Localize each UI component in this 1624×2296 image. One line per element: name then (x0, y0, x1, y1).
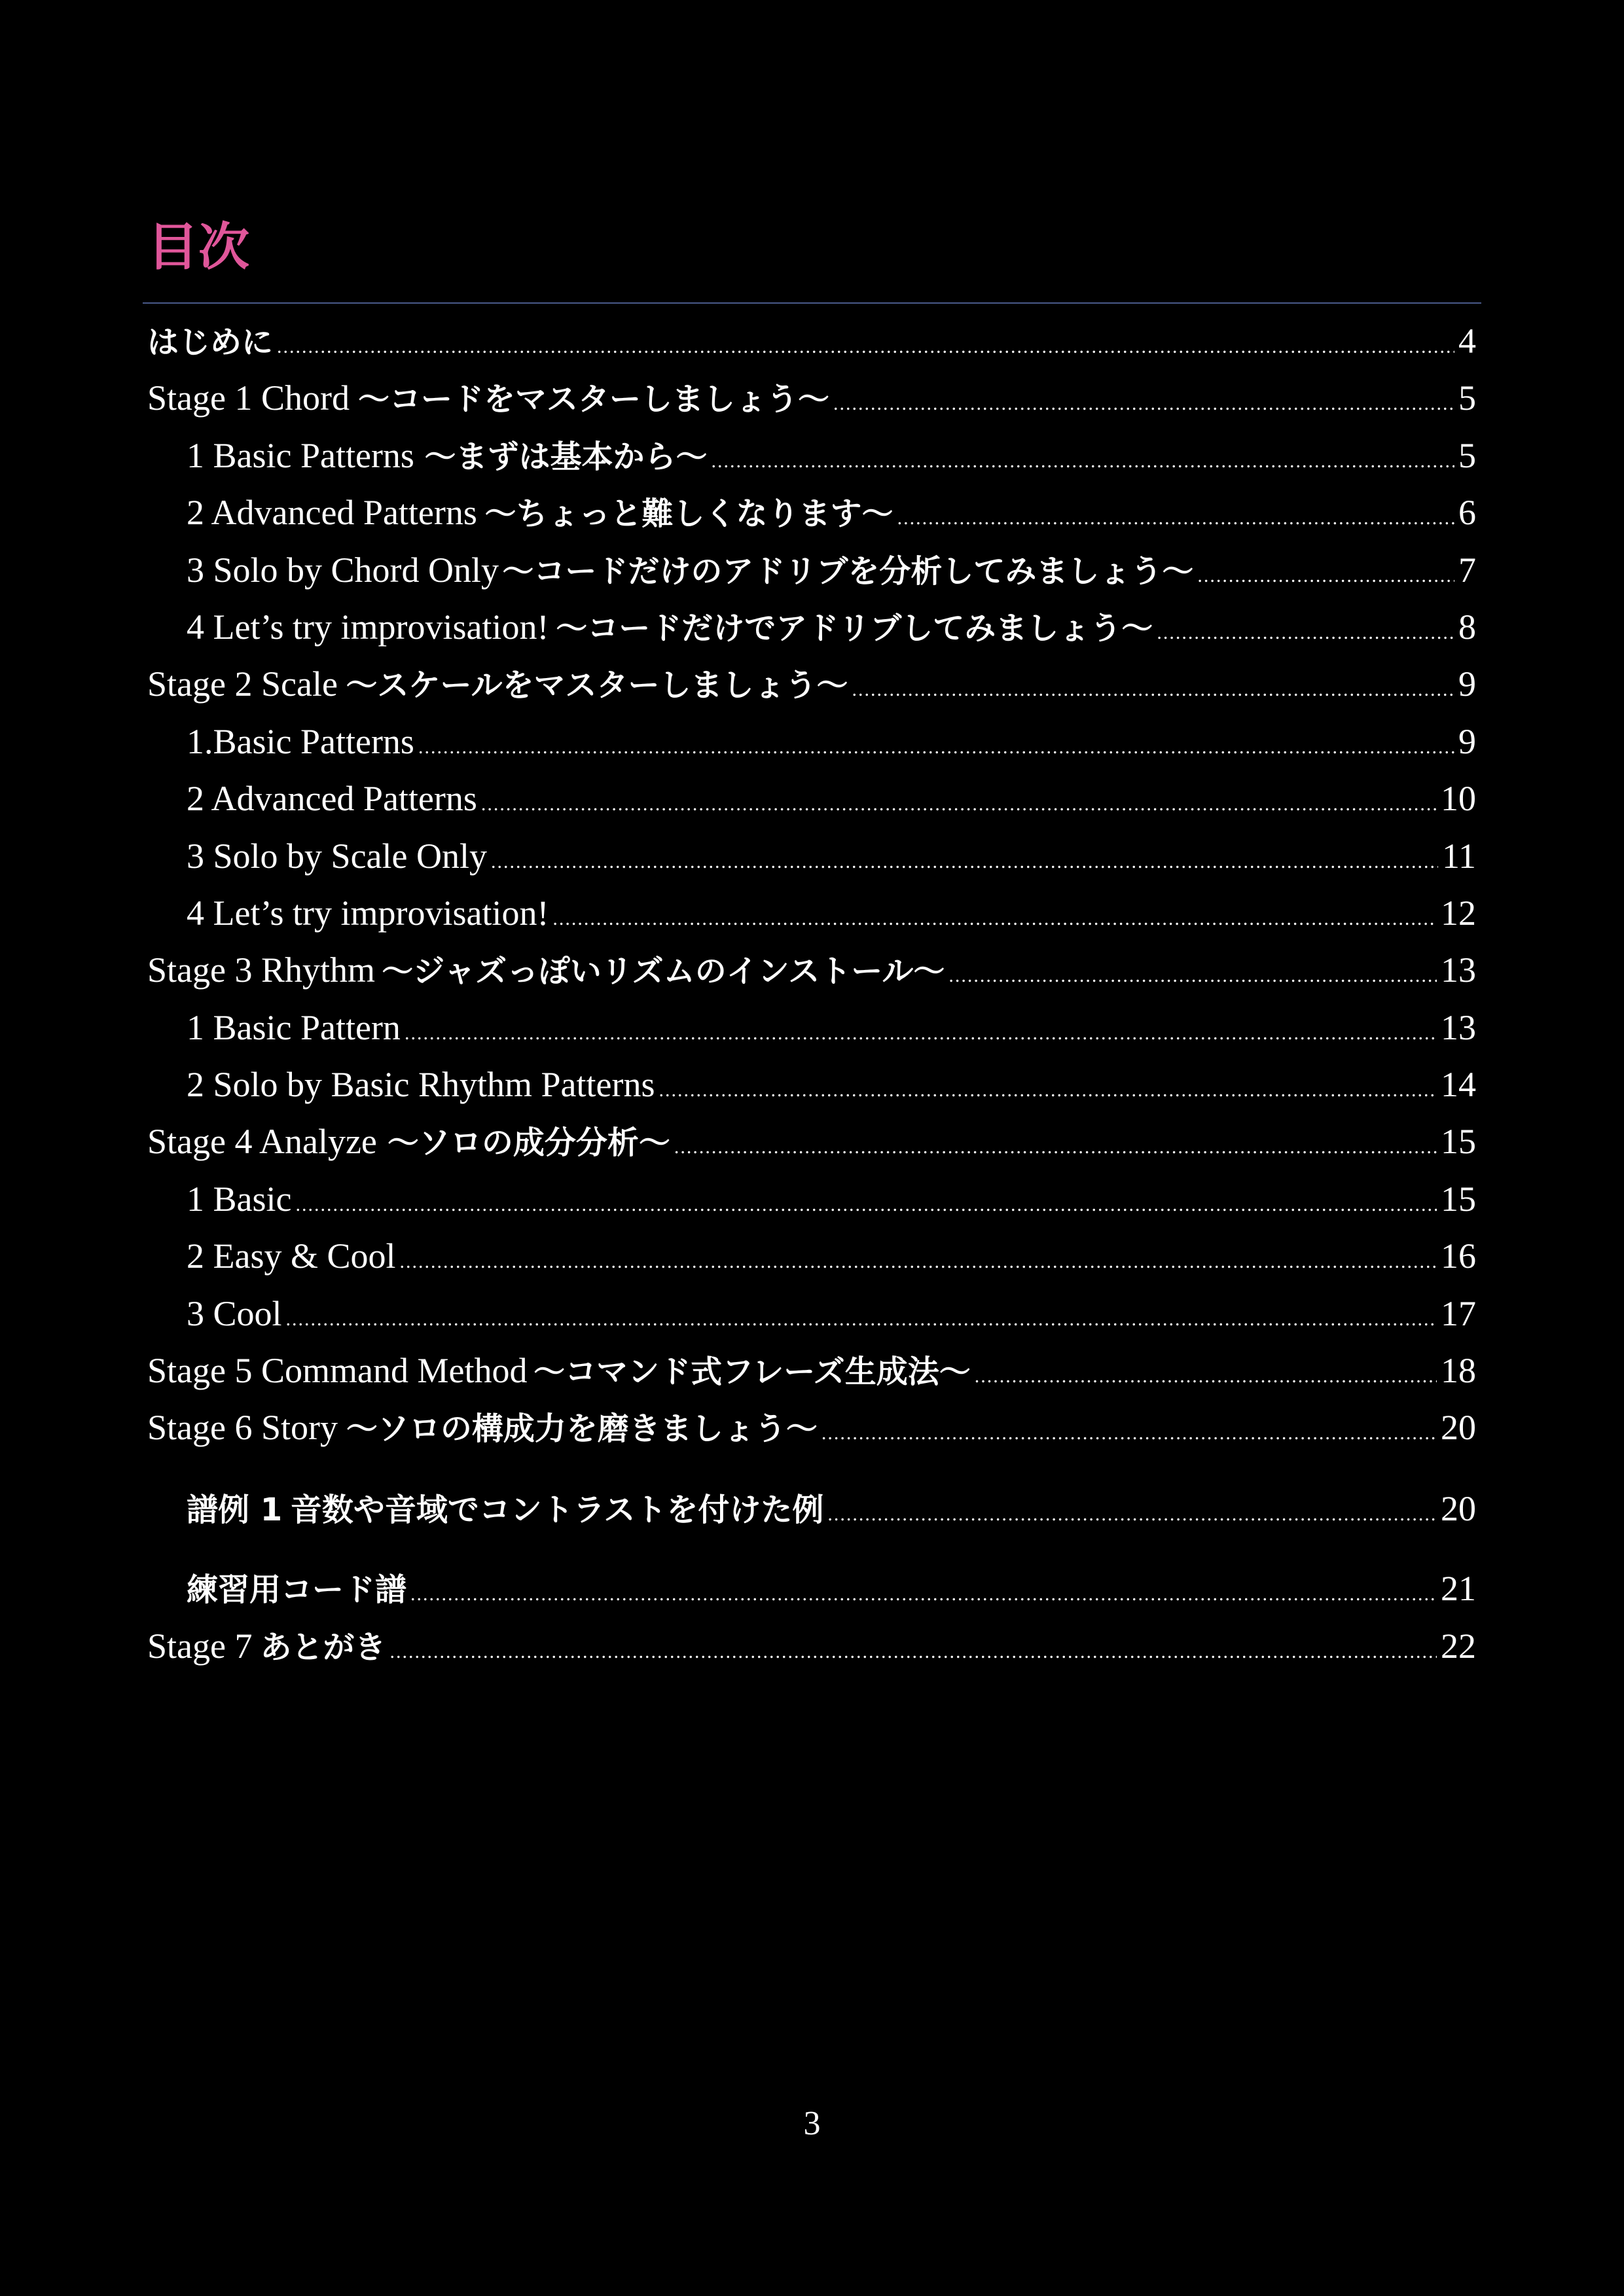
dot-leader (975, 1348, 1437, 1405)
toc-page-number: 10 (1441, 779, 1476, 819)
toc-entry-subtitle: 〜コードだけのアドリブを分析してみましょう〜 (502, 552, 1194, 590)
dot-leader (827, 1486, 1437, 1543)
dot-leader (277, 318, 1454, 375)
toc-page-number: 15 (1441, 1179, 1476, 1219)
toc-page-number: 17 (1441, 1293, 1476, 1333)
toc-page-number: 12 (1441, 893, 1476, 933)
toc-entry-stage-4[interactable] (147, 1113, 1476, 1170)
toc-page-number: 16 (1441, 1236, 1476, 1276)
dot-leader (1197, 547, 1454, 604)
dot-leader (405, 1005, 1437, 1062)
dot-leader (295, 1176, 1437, 1233)
toc-entry-subtitle: 〜コマンド式フレーズ生成法〜 (533, 1354, 971, 1391)
dot-leader (948, 947, 1437, 1004)
toc-entry-stage-1-improvisation[interactable] (147, 599, 1476, 656)
dot-leader (481, 776, 1437, 833)
toc-page-number: 5 (1458, 435, 1476, 475)
page-title: 目次 (147, 218, 250, 277)
toc-entry-stage-2-basic-patterns[interactable] (147, 713, 1476, 770)
toc-entry-label: Stage 3 Rhythm (147, 950, 375, 990)
toc-entry-stage-2-advanced-patterns[interactable] (147, 770, 1476, 827)
toc-page-number: 4 (1458, 321, 1476, 361)
toc-page-number: 13 (1441, 950, 1476, 990)
toc-entry-stage-2[interactable] (147, 656, 1476, 713)
toc-page-number: 20 (1441, 1408, 1476, 1448)
toc-page-number: 14 (1441, 1065, 1476, 1105)
table-of-contents (147, 313, 1476, 1675)
toc-page-number: 7 (1458, 550, 1476, 590)
toc-entry-label: 2 Easy & Cool (187, 1236, 396, 1276)
toc-entry-stage-4-easy-cool[interactable] (147, 1228, 1476, 1285)
dot-leader (491, 833, 1438, 890)
toc-entry-label: 3 Solo by Scale Only (187, 836, 487, 876)
dot-leader (711, 433, 1454, 490)
toc-entry-subtitle: あとがき (260, 1628, 386, 1666)
dot-leader (390, 1623, 1437, 1680)
dot-leader (410, 1566, 1437, 1623)
toc-entry-label: 1.Basic Patterns (187, 721, 414, 761)
toc-page-number: 6 (1458, 493, 1476, 533)
toc-entry-stage-1-solo-by-chord[interactable] (147, 542, 1476, 599)
toc-entry-stage-3-basic-pattern[interactable] (147, 999, 1476, 1056)
toc-entry-subtitle: 〜ソロの構成力を磨きましょう〜 (346, 1410, 818, 1448)
dot-leader (400, 1233, 1437, 1290)
toc-page-number: 8 (1458, 607, 1476, 647)
toc-page-number: 22 (1441, 1626, 1476, 1666)
toc-entry-label: Stage 7 (147, 1626, 253, 1666)
title-divider (143, 302, 1481, 304)
toc-entry-stage-6[interactable] (147, 1399, 1476, 1456)
toc-page-number: 9 (1458, 721, 1476, 761)
toc-entry-subtitle: 〜ソロの成分分析〜 (387, 1124, 670, 1162)
toc-entry-subtitle: 〜ジャズっぽいリズムのインストール〜 (382, 953, 945, 990)
toc-entry-stage-3[interactable] (147, 942, 1476, 999)
toc-entry-stage-1-basic-patterns[interactable] (147, 427, 1476, 484)
toc-page-number: 13 (1441, 1007, 1476, 1047)
toc-page-number: 11 (1442, 836, 1476, 876)
toc-entry-stage-5[interactable] (147, 1342, 1476, 1399)
toc-entry-practice-chord-chart[interactable] (147, 1560, 1476, 1617)
dot-leader (418, 719, 1454, 776)
dot-leader (897, 490, 1454, 547)
toc-entry-label: 譜例 1 (187, 1491, 283, 1528)
dot-leader (286, 1291, 1437, 1348)
toc-entry-subtitle: 〜ちょっと難しくなります〜 (484, 495, 893, 533)
dot-leader (852, 661, 1454, 718)
dot-leader (1157, 604, 1454, 661)
toc-entry-subtitle: 音数や音域でコントラストを付けた例 (290, 1491, 824, 1528)
toc-entry-label: 1 Basic (187, 1179, 292, 1219)
toc-entry-label: Stage 4 Analyze (147, 1122, 377, 1162)
toc-entry-stage-2-solo-by-scale[interactable] (147, 828, 1476, 885)
toc-page-number: 20 (1441, 1488, 1476, 1528)
toc-entry-label: Stage 6 Story (147, 1408, 338, 1448)
toc-page-number: 15 (1441, 1122, 1476, 1162)
toc-page-number: 18 (1441, 1351, 1476, 1391)
toc-entry-title: はじめに (147, 324, 274, 361)
toc-entry-title: 練習用コード譜 (187, 1571, 407, 1609)
dot-leader (833, 375, 1454, 432)
toc-entry-stage-4-cool[interactable] (147, 1285, 1476, 1342)
toc-page-number: 5 (1458, 378, 1476, 418)
dot-leader (552, 890, 1437, 947)
toc-entry-label: Stage 2 Scale (147, 664, 338, 704)
toc-entry-stage-4-basic[interactable] (147, 1171, 1476, 1228)
toc-entry-stage-1[interactable] (147, 370, 1476, 427)
toc-entry-label: 2 Advanced Patterns (187, 493, 477, 533)
dot-leader (674, 1119, 1437, 1175)
toc-entry-label: Stage 5 Command Method (147, 1351, 528, 1391)
toc-entry-label: Stage 1 Chord (147, 378, 350, 418)
toc-page-number: 21 (1441, 1569, 1476, 1609)
toc-entry-label: 3 Solo by Chord Only (187, 550, 499, 590)
dot-leader (821, 1405, 1437, 1462)
toc-entry-subtitle: 〜コードだけでアドリブしてみましょう〜 (556, 609, 1153, 647)
toc-entry-label: 2 Solo by Basic Rhythm Patterns (187, 1065, 655, 1105)
dot-leader (659, 1062, 1437, 1119)
toc-entry-stage-3-solo-by-rhythm[interactable] (147, 1056, 1476, 1113)
toc-entry-introduction[interactable] (147, 313, 1476, 370)
toc-entry-subtitle: 〜まずは基本から〜 (424, 438, 708, 475)
toc-page-number: 9 (1458, 664, 1476, 704)
toc-entry-score-example-1[interactable] (147, 1480, 1476, 1537)
toc-entry-subtitle: 〜コードをマスターしましょう〜 (357, 381, 829, 418)
toc-entry-subtitle: 〜スケールをマスターしましょう〜 (346, 667, 848, 704)
toc-entry-stage-2-improvisation[interactable] (147, 885, 1476, 942)
toc-entry-label: 1 Basic Pattern (187, 1007, 401, 1047)
toc-entry-label: 1 Basic Patterns (187, 435, 414, 475)
toc-entry-label: 3 Cool (187, 1293, 282, 1333)
toc-entry-label: 4 Let’s try improvisation! (187, 607, 549, 647)
page-number: 3 (803, 2105, 821, 2142)
toc-entry-stage-7[interactable] (147, 1618, 1476, 1675)
toc-entry-stage-1-advanced-patterns[interactable] (147, 484, 1476, 541)
toc-entry-label: 4 Let’s try improvisation! (187, 893, 549, 933)
toc-entry-label: 2 Advanced Patterns (187, 779, 477, 819)
